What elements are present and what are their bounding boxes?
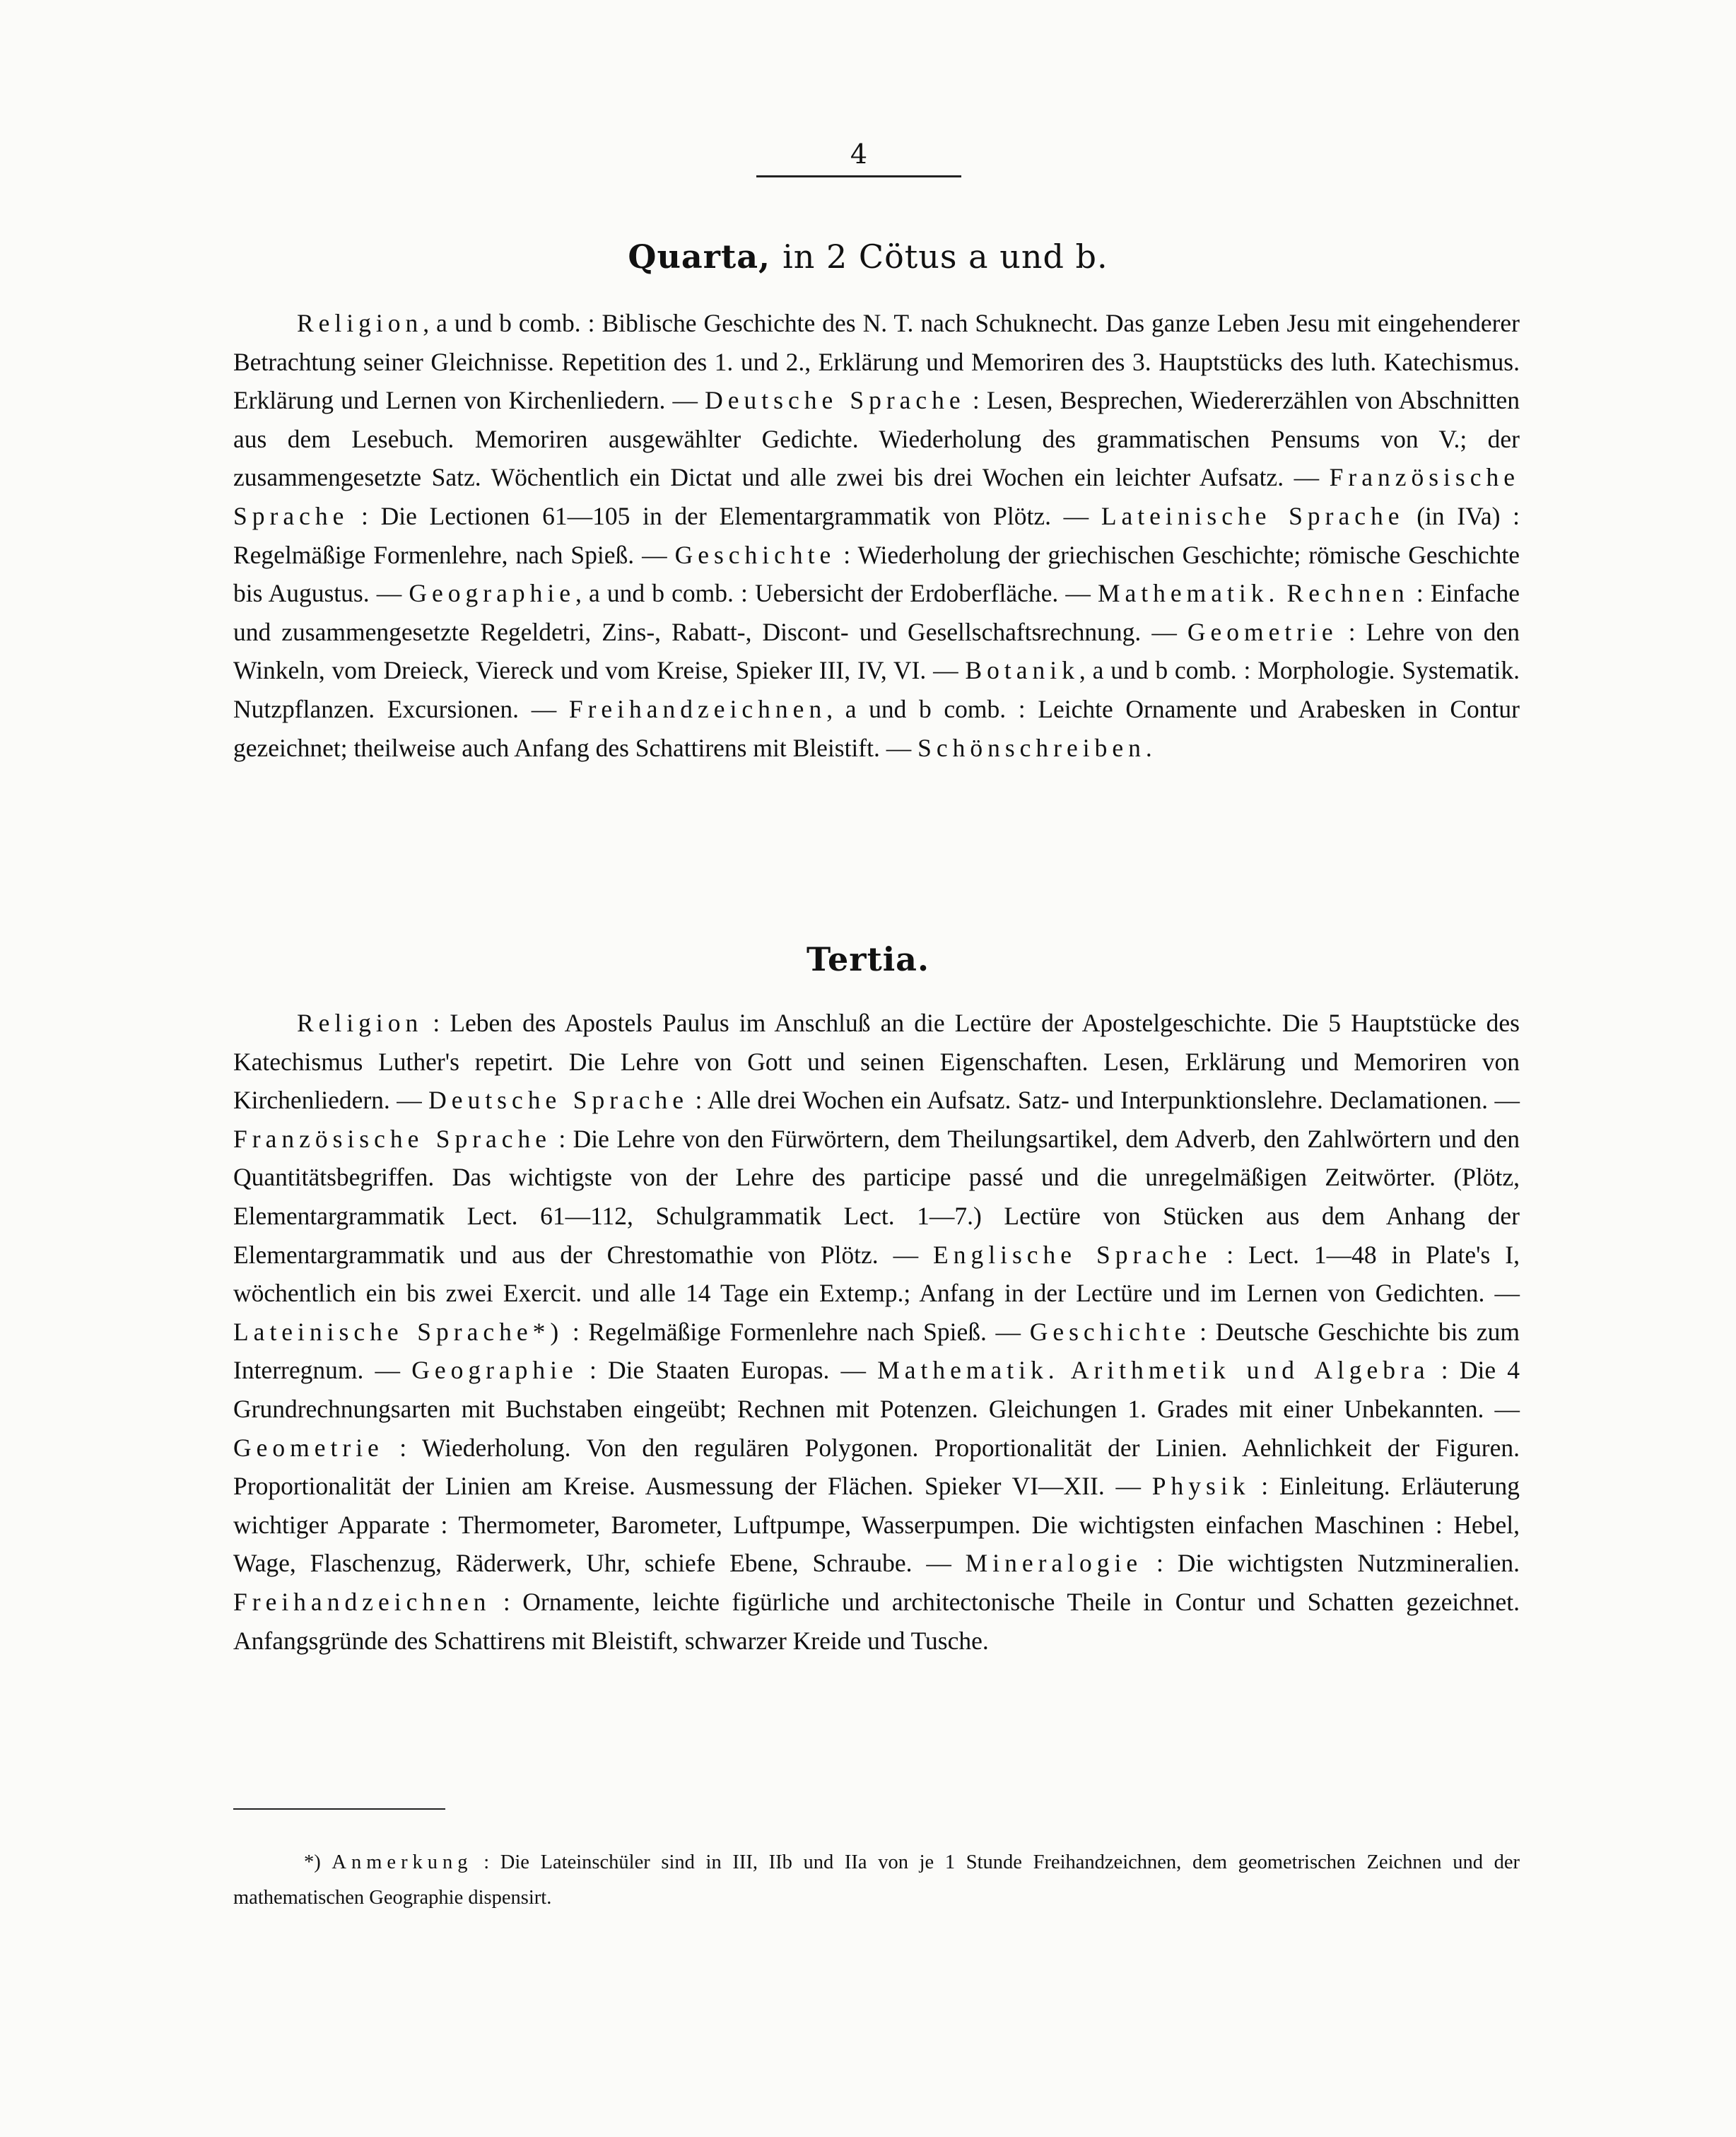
footnote-marker: *) [304, 1851, 321, 1873]
quarta-text-6: , a und b comb. : Uebersicht der Erdoberfläche. — [575, 579, 1098, 608]
tertia-text-8 [1060, 1356, 1071, 1384]
subject-botanik: Botanik [965, 656, 1079, 685]
footnote-rule [233, 1808, 445, 1810]
footnote-text: : Die Lateinschüler sind in III, IIb und IIa von je 1 Stunde Freihandzeichnen, dem geometrischen Zeichnen und der mathematischen Geographie dispensirt. [233, 1851, 1520, 1909]
tertia-paragraph [233, 1004, 1520, 1660]
subject-schoenschreiben: Schönschreiben. [917, 733, 1157, 762]
quarta-text-3: : Die Lectionen 61—105 in der Elementargrammatik von Plötz. — [348, 501, 1101, 530]
tertia-text-13: : Ornamente, leichte figürliche und architectonische Theile in Contur und Schatten gezeichnet. Anfangsgründe des Schattirens mit Bleistift, schwarzer Kreide und Tusche. [233, 1587, 1520, 1655]
tertia-heading [0, 940, 1736, 978]
quarta-heading [0, 238, 1736, 276]
page-number: 4 [850, 139, 868, 170]
tertia-text-6: : Deutsche Geschichte bis zum Interregnum. — [233, 1317, 1520, 1385]
subject-franzoesische-sprache: Französische Sprache [233, 463, 1520, 530]
subject-freihandzeichnen: Freihandzeichnen [568, 694, 827, 723]
tertia-text-7: : Die Staaten Europas. — [577, 1356, 878, 1385]
subject-geographie: Geographie [411, 1356, 578, 1385]
quarta-text-2: : Lesen, Besprechen, Wiedererzählen von Abschnitten aus dem Lesebuch. Memoriren ausgewählter Gedichte. Wiederholung des grammatischen Pensums von V.; der zusammengesetzte Satz. Wöchentlich ein Dictat und alle zwei bis drei Wochen ein leichter Aufsatz. — [233, 386, 1520, 492]
quarta-paragraph [233, 304, 1520, 767]
tertia-text-1: : Leben des Apostels Paulus im Anschluß an die Lectüre der Apostelgeschichte. Die 5 Hauptstücke des Katechismus Luther's repetirt. Die Lehre von Gott und seinen Eigenschaften. Lesen, Erklärung und Memoriren von Kirchenliedern. — [233, 1009, 1520, 1115]
subject-geometrie: Geometrie [233, 1433, 384, 1462]
tertia-text-10: : Wiederholung. Von den regulären Polygonen. Proportionalität der Linien. Aehnlichkeit der Figuren. Proportionalität der Linien am Kreise. Ausmessung der Flächen. Spieker VI—XII. — [233, 1433, 1520, 1501]
quarta-text-5: : Wiederholung der griechischen Geschichte; römische Geschichte bis Augustus. — [233, 540, 1520, 608]
subject-geographie: Geographie [409, 579, 575, 608]
subject-geschichte: Geschichte [674, 540, 836, 569]
quarta-text-11: , a und b comb. : Leichte Ornamente und Arabesken in Contur gezeichnet; theilweise auch Anfang des Schattirens mit Bleistift. — [233, 694, 1520, 762]
quarta-title: Quarta, [628, 238, 771, 276]
tertia-text-2: : Alle drei Wochen ein Aufsatz. Satz- und Interpunktionslehre. Declamationen. — [688, 1086, 1520, 1115]
quarta-text-4: (in IVa) : Regelmäßige Formenlehre, nach Spieß. — [233, 501, 1520, 569]
subject-mathematik: Mathematik. [877, 1356, 1060, 1385]
quarta-text-10: , a und b comb. : Morphologie. Systematik. Nutzpflanzen. Excursionen. — [233, 656, 1520, 723]
footnote [233, 1845, 1520, 1916]
subject-arithmetik-algebra: Arithmetik und Algebra [1070, 1356, 1430, 1385]
tertia-text-5: : Regelmäßige Formenlehre nach Spieß. — [563, 1317, 1030, 1346]
subject-lateinische-sprache: Lateinische Sprache [1101, 501, 1404, 530]
page-number-rule [756, 175, 961, 177]
subject-geschichte: Geschichte [1029, 1317, 1191, 1346]
tertia-text-4: : Lect. 1—48 in Plate's I, wöchentlich ein bis zwei Exercit. und alle 14 Tage ein Extemp.; Anfang in der Lectüre und im Lernen von Gedichten. — [233, 1240, 1520, 1308]
quarta-text-7 [1279, 579, 1286, 607]
subject-deutsche-sprache: Deutsche Sprache [428, 1086, 689, 1115]
subject-religion: Religion [297, 309, 423, 337]
subject-mathematik: Mathematik. [1097, 579, 1280, 608]
subject-physik: Physik [1151, 1472, 1250, 1501]
subject-franzoesische-sprache: Französische Sprache [233, 1124, 552, 1153]
footnote-label: Anmerkung [332, 1851, 473, 1873]
subject-geometrie: Geometrie [1187, 617, 1338, 646]
tertia-text-11: : Einleitung. Erläuterung wichtiger Apparate : Thermometer, Barometer, Luftpumpe, Wasserpumpen. Die wichtigsten einfachen Maschinen : Hebel, Wage, Flaschenzug, Räderwerk, Uhr, schiefe Ebene, Schraube. — [233, 1472, 1520, 1578]
subject-deutsche-sprache: Deutsche Sprache [705, 386, 966, 415]
subject-englische-sprache: Englische Sprache [933, 1240, 1212, 1269]
tertia-title: Tertia. [807, 940, 929, 978]
subject-lateinische-sprache: Lateinische Sprache*) [233, 1317, 564, 1346]
subject-religion: Religion [297, 1009, 423, 1037]
quarta-text-8: : Einfache und zusammengesetzte Regeldetri, Zins-, Rabatt-, Discont- und Gesellschaftsrechnung. — [233, 579, 1520, 646]
quarta-subtitle: in 2 Cötus a und b. [782, 238, 1108, 276]
tertia-text-12: : Die wichtigsten Nutzmineralien. [1142, 1549, 1520, 1578]
quarta-text-1: , a und b comb. : Biblische Geschichte des N. T. nach Schuknecht. Das ganze Leben Jesu mit eingehenderer Betrachtung seiner Gleichnisse. Repetition des 1. und 2., Erklärung und Memoriren des 3. Hauptstücks des luth. Katechismus. Erklärung und Lernen von Kirchenliedern. — [233, 309, 1520, 415]
subject-freihandzeichnen: Freihandzeichnen [233, 1587, 491, 1616]
tertia-text-9: : Die 4 Grundrechnungsarten mit Buchstaben eingeübt; Rechnen mit Potenzen. Gleichungen 1. Grades mit einer Unbekannten. — [233, 1356, 1520, 1423]
tertia-text-3: : Die Lehre von den Fürwörtern, dem Theilungsartikel, dem Adverb, den Zahlwörtern und den Quantitätsbegriffen. Das wichtigste von der Lehre des participe passé und die unregelmäßigen Zeitwörter. (Plötz, Elementargrammatik Lect. 61—112, Schulgrammatik Lect. 1—7.) Lectüre von Stücken aus dem Anhang der Elementargrammatik und aus der Chrestomathie von Plötz. — [233, 1124, 1520, 1269]
subject-mineralogie: Mineralogie [965, 1549, 1143, 1578]
subject-rechnen: Rechnen [1286, 579, 1409, 608]
quarta-text-9: : Lehre von den Winkeln, vom Dreieck, Viereck und vom Kreise, Spieker III, IV, VI. — [233, 617, 1520, 685]
